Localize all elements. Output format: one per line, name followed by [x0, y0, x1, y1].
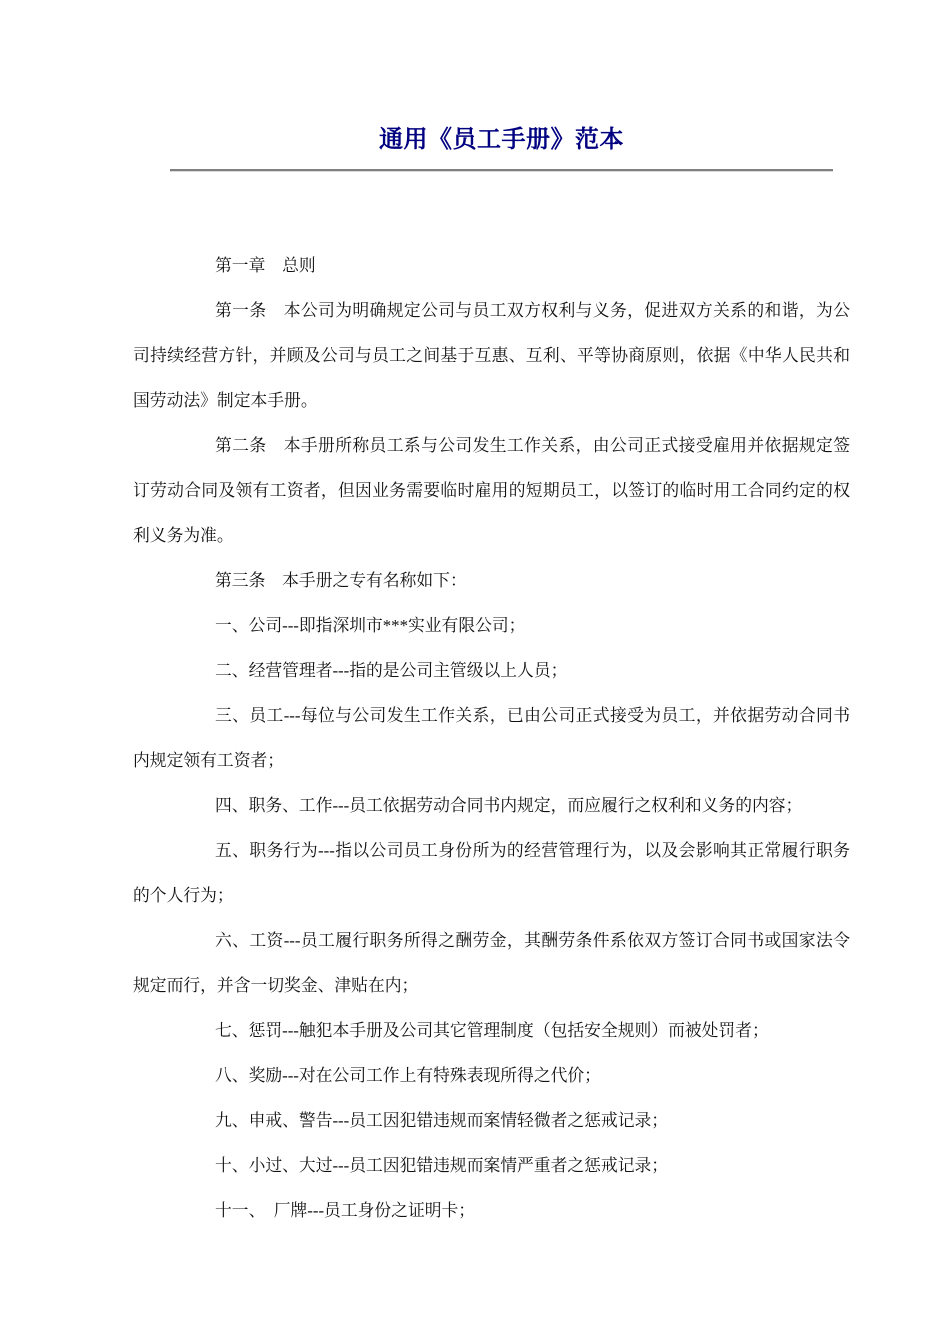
- paragraph: 一、公司---即指深圳市***实业有限公司；: [215, 616, 526, 635]
- document-title: 通用《员工手册》范本: [379, 127, 624, 153]
- paragraph: 第一条 本公司为明确规定公司与员工双方权利与义务，促进双方关系的和谐，为公司持续经营方针，并顾及公司与员工之间基于互惠、互利、平等协商原则，依据《中华人民共和国劳动法》制定本手册。: [133, 301, 850, 410]
- paragraph: 八、奖励---对在公司工作上有特殊表现所得之代价；: [215, 1066, 601, 1085]
- paragraph: 七、惩罚---触犯本手册及公司其它管理制度（包括安全规则）而被处罚者；: [215, 1021, 769, 1040]
- paragraph: 第三条 本手册之专有名称如下：: [215, 571, 467, 590]
- paragraph: 十、小过、大过---员工因犯错违规而案情严重者之惩戒记录；: [215, 1156, 669, 1175]
- paragraph: 五、职务行为---指以公司员工身份所为的经营管理行为，以及会影响其正常履行职务的个人行为；: [133, 841, 850, 905]
- document-body: [133, 243, 850, 1233]
- paragraph: 四、职务、工作---员工依据劳动合同书内规定，而应履行之权利和义务的内容；: [215, 796, 803, 815]
- paragraph: 六、工资---员工履行职务所得之酬劳金，其酬劳条件系依双方签订合同书或国家法令规定而行，并含一切奖金、津贴在内；: [133, 931, 850, 995]
- paragraph: 二、经营管理者---指的是公司主管级以上人员；: [215, 661, 568, 680]
- paragraph: 第一章 总则: [215, 256, 316, 275]
- paragraph: 第二条 本手册所称员工系与公司发生工作关系，由公司正式接受雇用并依据规定签订劳动合同及领有工资者，但因业务需要临时雇用的短期员工，以签订的临时用工合同约定的权利义务为准。: [133, 436, 850, 545]
- paragraph: 三、员工---每位与公司发生工作关系，已由公司正式接受为员工，并依据劳动合同书内规定领有工资者；: [133, 706, 850, 770]
- paragraph: 十一、 厂牌---员工身份之证明卡；: [215, 1201, 476, 1220]
- title-divider-rule: [170, 169, 833, 172]
- paragraph: 九、申戒、警告---员工因犯错违规而案情轻微者之惩戒记录；: [215, 1111, 669, 1130]
